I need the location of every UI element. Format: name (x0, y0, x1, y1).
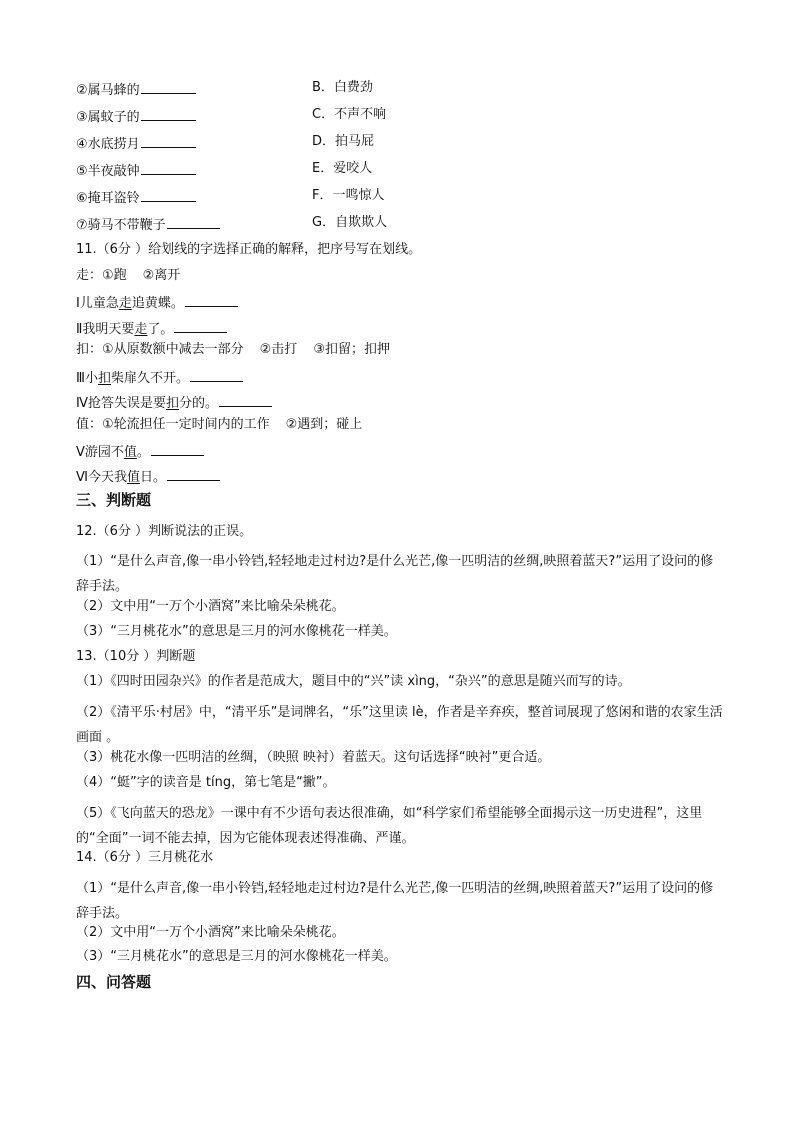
match-row: ③属蚊子的 C．不声不响 (76, 107, 387, 125)
sentence-2: Ⅱ我明天要走了。 (76, 320, 227, 338)
underlined-char: 扣 (97, 371, 111, 386)
match-row: ⑤半夜敲钟 E．爱咬人 (76, 161, 373, 179)
answer-blank[interactable] (167, 216, 220, 229)
answer-blank[interactable] (185, 294, 238, 307)
answer-blank[interactable] (141, 108, 196, 121)
q14-item-1: （1）“是什么声音,像一串小铃铛,轻轻地走过村边?是什么光芒,像一匹明洁的丝绸,映照着蓝天?”运用了设问的修辞手法。 (76, 881, 714, 921)
answer-blank[interactable] (141, 162, 196, 175)
q13-item-2: （2）《清平乐·村居》中，“清平乐”是词牌名，“乐”这里读 lè，作者是辛弃疾，整首词展现了悠闲和谐的农家生活画面 。 (76, 705, 723, 745)
sentence-5: Ⅴ游园不值。 (76, 443, 204, 461)
sentence-1: Ⅰ儿童急走追黄蝶。 (76, 294, 238, 312)
answer-blank[interactable] (141, 81, 196, 94)
match-row: ④水底捞月 D．拍马屁 (76, 134, 375, 152)
match-row: ②属马蜂的 B．白费劲 (76, 80, 373, 98)
question-13-title: 13.（10分 ）判断题 (76, 649, 196, 664)
answer-blank[interactable] (167, 468, 220, 481)
underlined-char: 值 (127, 470, 141, 485)
answer-blank[interactable] (174, 320, 227, 333)
answer-blank[interactable] (141, 189, 196, 202)
q14-item-2: （2）文中用“一万个小酒窝”来比喻朵朵桃花。 (76, 925, 345, 940)
q12-item-3: （3）“三月桃花水”的意思是三月的河水像桃花一样美。 (76, 624, 397, 639)
q13-item-1: （1）《四时田园杂兴》的作者是范成大，题目中的“兴”读 xìng，“杂兴”的意思是随兴而写的诗。 (76, 674, 631, 689)
sentence-3: Ⅲ小扣柴扉久不开。 (76, 369, 243, 387)
question-11-title: 11.（6分 ）给划线的字选择正确的解释，把序号写在划线。 (76, 242, 422, 257)
underlined-char: 走 (118, 296, 132, 311)
definition-kou: 扣：①从原数额中减去一部分 ②击打 ③扣留；扣押 (76, 342, 390, 357)
sentence-6: Ⅵ今天我值日。 (76, 468, 220, 486)
q13-item-4: （4）“蜓”字的读音是 tíng，第七笔是“撇”。 (76, 775, 336, 790)
match-row: ⑥掩耳盗铃 F．一鸣惊人 (76, 188, 385, 206)
underlined-char: 值 (123, 445, 137, 460)
q14-item-3: （3）“三月桃花水”的意思是三月的河水像桃花一样美。 (76, 949, 397, 964)
underlined-char: 走 (134, 322, 148, 337)
question-14-title: 14.（6分 ）三月桃花水 (76, 850, 214, 865)
answer-blank[interactable] (219, 394, 272, 407)
section-heading-4: 四、问答题 (76, 973, 152, 991)
answer-blank[interactable] (190, 369, 243, 382)
definition-zhi: 值：①轮流担任一定时间内的工作 ②遇到；碰上 (76, 417, 363, 432)
q13-item-3: （3）桃花水像一匹明洁的丝绸，（映照 映衬）着蓝天。这句话选择“映衬”更合适。 (76, 750, 551, 765)
definition-zou: 走：①跑 ②离开 (76, 268, 181, 283)
q12-item-2: （2）文中用“一万个小酒窝”来比喻朵朵桃花。 (76, 599, 345, 614)
answer-blank[interactable] (141, 135, 196, 148)
q13-item-5: （5）《飞向蓝天的恐龙》一课中有不少语句表达很准确，如“科学家们希望能够全面揭示这一历史进程”，这里的“全面”一词不能去掉，因为它能体现表述得准确、严谨。 (76, 806, 703, 846)
sentence-4: Ⅳ抢答失误是要扣分的。 (76, 394, 272, 412)
section-heading-3: 三、判断题 (76, 491, 152, 509)
question-12-title: 12.（6分 ）判断说法的正误。 (76, 524, 253, 539)
match-row: ⑦骑马不带鞭子 G．自欺欺人 (76, 215, 388, 233)
underlined-char: 扣 (166, 396, 180, 411)
answer-blank[interactable] (151, 443, 204, 456)
q12-item-1: （1）“是什么声音,像一串小铃铛,轻轻地走过村边?是什么光芒,像一匹明洁的丝绸,映照着蓝天?”运用了设问的修辞手法。 (76, 554, 714, 594)
